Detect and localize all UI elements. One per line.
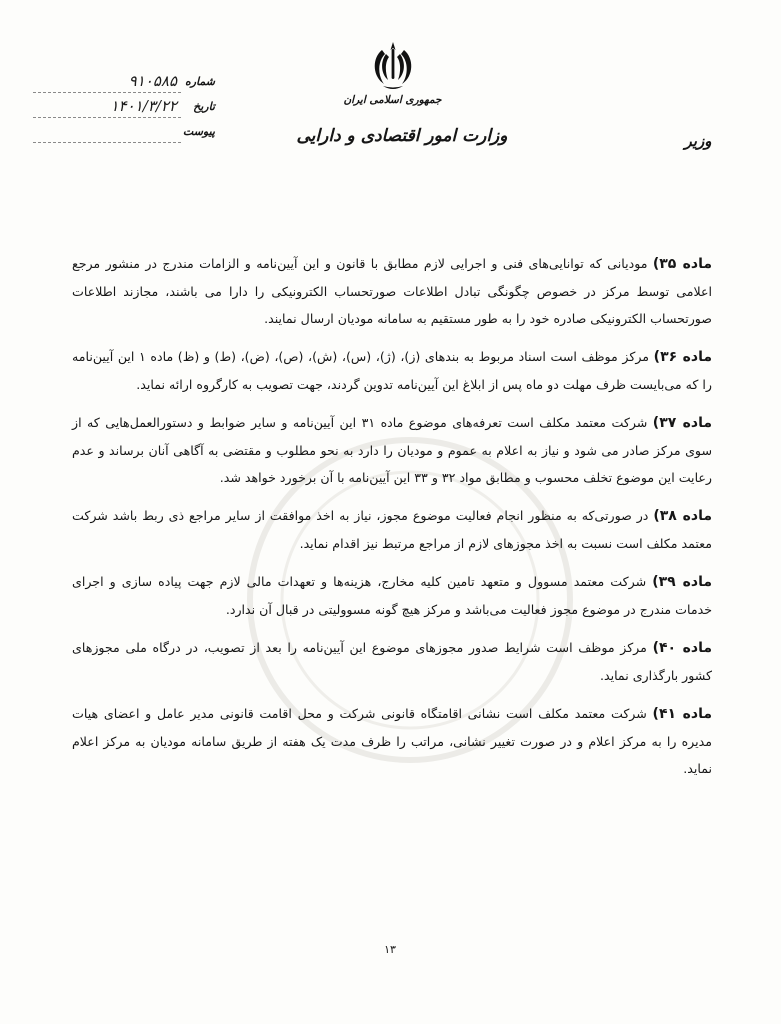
attachment-row <box>30 122 215 147</box>
attachment-underline <box>33 142 181 143</box>
date-label: تاریخ <box>193 100 215 113</box>
number-value: ۹۱۰۵۸۵ <box>128 72 177 90</box>
page-number: ۱۳ <box>384 943 396 956</box>
article-label: ماده ۳۷) <box>652 415 712 431</box>
article-text: مرکز موظف است اسناد مربوط به بندهای (ز)، (ژ)، (س)، (ش)، (ص)، (ض)، (ط) و (ظ) ماده ۱ این آیین‌نامه را که می‌بایست ظرف مهلت دو ماه پس از ابلاغ این آیین‌نامه تدوین گردند، جهت تصویب به کارگروه ارائه نماید. <box>72 349 712 392</box>
article-text: شرکت معتمد مکلف است تعرفه‌های موضوع ماده ۳۱ این آیین‌نامه و سایر ضوابط و دستورالعمل‌هایی که از سوی مرکز صادر می شود و نیاز به اعلام به عموم و مودیان را دارد به نحو مطلوب و مقتضی به آگاهی آنان برساند و عدم رعایت این موضوع تخلف محسوب و مطابق مواد ۳۲ و ۳۳ این آیین‌نامه با آن برخورد خواهد شد. <box>72 415 712 485</box>
article-label: ماده ۴۰) <box>652 640 712 656</box>
article-text: شرکت معتمد مسوول و متعهد تامین کلیه مخارج، هزینه‌ها و تعهدات مالی لازم جهت پیاده سازی و اجرای خدمات مندرج در موضوع مجوز فعالیت می‌باشد و مرکز هیچ گونه مسوولیتی در قبال آن ندارد. <box>72 574 712 617</box>
article-text: در صورتی‌که به منظور انجام فعالیت موضوع مجوز، نیاز به اخذ موافقت از سایر مراجع ذی ربط باشد شرکت معتمد مکلف است نسبت به اخذ مجوزهای لازم از مراجع مرتبط نیز اقدام نماید. <box>72 508 712 551</box>
article-label: ماده ۳۹) <box>652 574 713 590</box>
article-35 <box>72 250 712 332</box>
number-underline <box>33 92 181 93</box>
number-row <box>30 72 215 97</box>
article-label: ماده ۳۶) <box>653 349 713 365</box>
letter-meta <box>30 72 215 147</box>
ministry-title: وزارت امور اقتصادی و دارایی <box>296 126 508 146</box>
date-underline <box>33 117 181 118</box>
article-text: مودیانی که توانایی‌های فنی و اجرایی لازم مطابق با قانون و این آیین‌نامه و الزامات مندرج در منشور مرجع اعلامی توسط مرکز در خصوص چگونگی تبادل اطلاعات صورتحساب الکترونیکی را دارا می باشند، مجازند اطلاعات صورتحساب الکترونیکی صادره خود را به طور مستقیم به سامانه مودیان ارسال نمایند. <box>72 256 712 326</box>
article-text: شرکت معتمد مکلف است نشانی اقامتگاه قانونی شرکت و محل اقامت قانونی مدیر عامل و اعضای هیات مدیره را به مرکز اعلام و در صورت تغییر نشانی، مراتب را ظرف مدت یک هفته از طریق سامانه مودیان به مرکز اعلام نماید. <box>72 706 712 776</box>
article-list <box>72 250 712 793</box>
date-value: ۱۴۰۱/۳/۲۲ <box>110 97 177 115</box>
article-37 <box>72 409 712 491</box>
iran-emblem-icon <box>365 38 421 94</box>
article-41 <box>72 700 712 782</box>
date-row <box>30 97 215 122</box>
article-36 <box>72 343 712 398</box>
republic-title: جمهوری اسلامی ایران <box>343 94 442 106</box>
number-label: شماره <box>184 75 215 88</box>
article-38 <box>72 502 712 557</box>
article-label: ماده ۳۸) <box>653 508 713 524</box>
article-40 <box>72 634 712 689</box>
article-label: ماده ۴۱) <box>652 706 712 722</box>
article-text: مرکز موظف است شرایط صدور مجوزهای موضوع این آیین‌نامه را بعد از تصویب، در درگاه ملی مجوزهای کشور بارگذاری نماید. <box>72 640 712 683</box>
article-label: ماده ۳۵) <box>652 256 712 272</box>
attachment-label: پیوست <box>182 125 215 138</box>
article-39 <box>72 568 712 623</box>
signatory-title: وزیر <box>684 132 712 150</box>
